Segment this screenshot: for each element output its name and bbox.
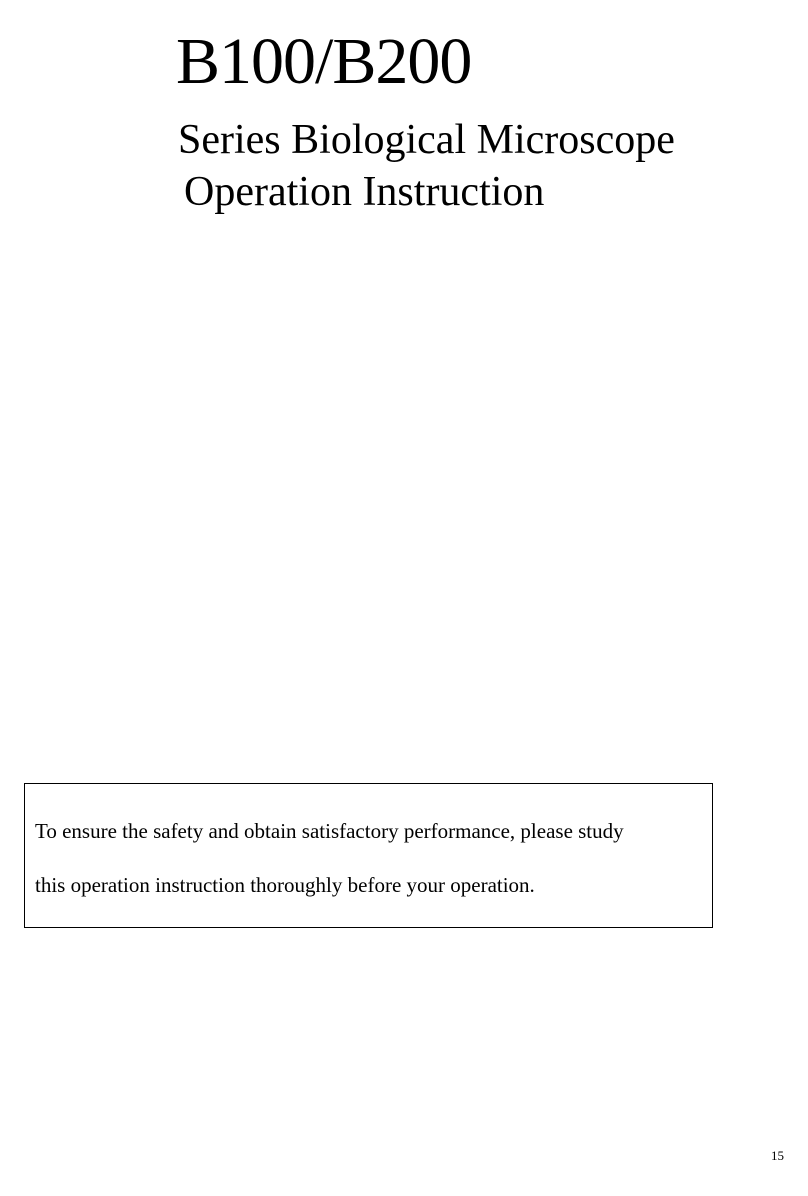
safety-notice-box	[24, 783, 713, 928]
safety-notice-line-1: To ensure the safety and obtain satisfactory performance, please study	[35, 819, 624, 843]
document-subtitle-line-2: Operation Instruction	[184, 169, 545, 215]
document-subtitle-line-1: Series Biological Microscope	[178, 117, 675, 163]
safety-notice-line-2: this operation instruction thoroughly before your operation.	[35, 873, 535, 897]
model-title: B100/B200	[176, 25, 472, 98]
page-number: 15	[771, 1148, 784, 1163]
